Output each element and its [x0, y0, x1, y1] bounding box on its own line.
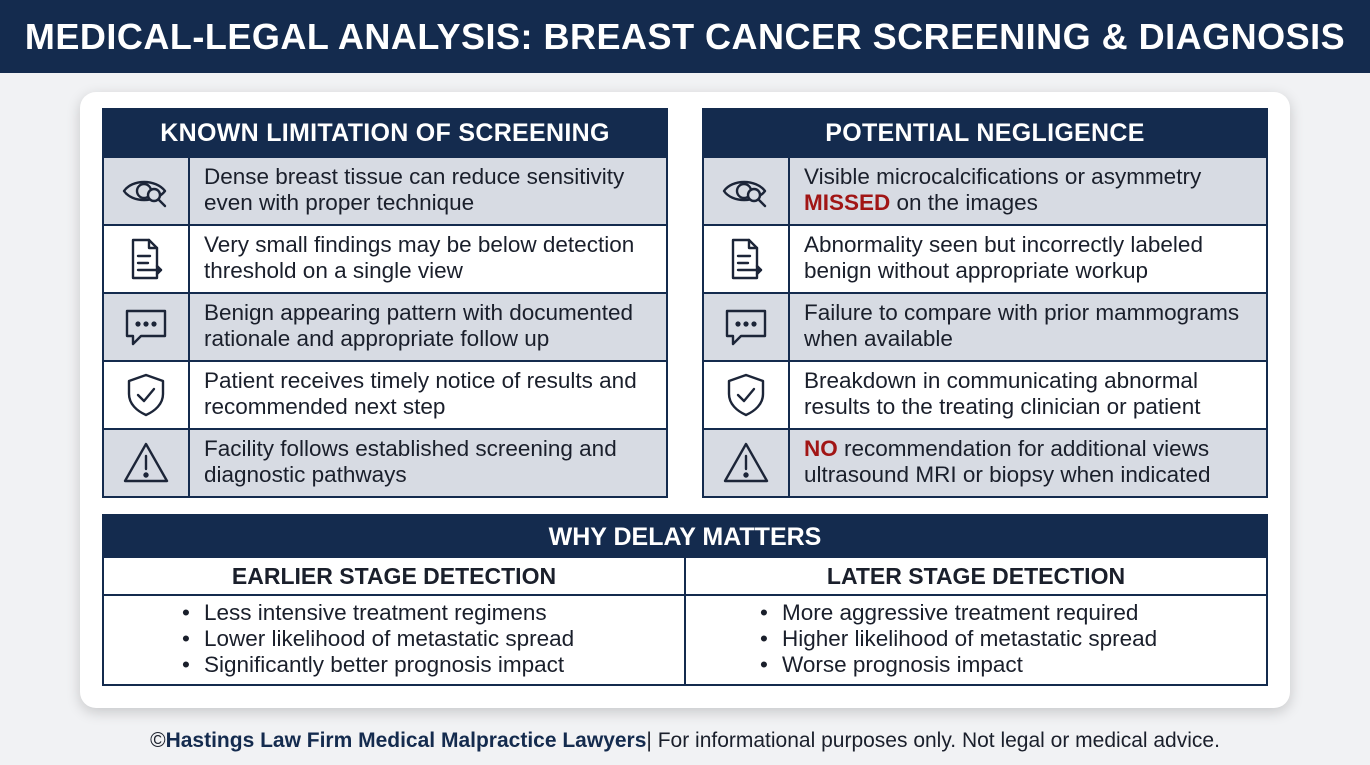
- negligence-text: Visible microcalcifications or asymmetry MISSED on the images: [804, 164, 1202, 215]
- potential-negligence-panel: [702, 108, 1268, 498]
- limitation-row: [104, 224, 666, 292]
- page-title: MEDICAL-LEGAL ANALYSIS: BREAST CANCER SCREENING & DIAGNOSIS: [24, 15, 1346, 57]
- known-limitation-panel: [102, 108, 668, 498]
- chat-bubble-icon: [721, 304, 771, 350]
- shield-check-icon: [721, 372, 771, 418]
- known-limitation-header: KNOWN LIMITATION OF SCREENING: [104, 110, 666, 156]
- list-item: • Higher likelihood of metastatic spread: [760, 626, 1158, 651]
- negligence-text: NO recommendation for additional views ultrasound MRI or biopsy when indicated: [804, 436, 1211, 487]
- limitation-row: [104, 156, 666, 224]
- chat-bubble-icon: [121, 304, 171, 350]
- limitation-row: [104, 292, 666, 360]
- negligence-row: [704, 428, 1266, 496]
- limitation-text: Patient receives timely notice of results and recommended next step: [204, 368, 637, 419]
- list-item: • Worse prognosis impact: [760, 652, 1023, 677]
- document-arrow-icon: [121, 236, 171, 282]
- negligence-row: [704, 292, 1266, 360]
- potential-negligence-header: POTENTIAL NEGLIGENCE: [704, 110, 1266, 156]
- earlier-stage-column: [104, 558, 684, 684]
- limitation-text: Very small findings may be below detection threshold on a single view: [204, 232, 635, 283]
- disclaimer: | For informational purposes only. Not legal or medical advice.: [646, 729, 1220, 752]
- negligence-text: Failure to compare with prior mammograms when available: [804, 300, 1240, 351]
- footer: [0, 726, 1370, 756]
- limitation-text: Benign appearing pattern with documented rationale and appropriate follow up: [204, 300, 634, 351]
- negligence-row: [704, 360, 1266, 428]
- limitation-row: [104, 360, 666, 428]
- firm-name: Hastings Law Firm Medical Malpractice Lawyers: [165, 729, 647, 752]
- list-item: • Lower likelihood of metastatic spread: [182, 626, 575, 651]
- negligence-row: [704, 224, 1266, 292]
- earlier-stage-title: EARLIER STAGE DETECTION: [104, 558, 684, 596]
- warning-triangle-icon: [721, 440, 771, 486]
- eye-search-icon: [121, 168, 171, 214]
- why-delay-header: WHY DELAY MATTERS: [104, 516, 1266, 558]
- limitation-text: Dense breast tissue can reduce sensitivity even with proper technique: [204, 164, 625, 215]
- shield-check-icon: [121, 372, 171, 418]
- warning-triangle-icon: [121, 440, 171, 486]
- title-banner: [0, 0, 1370, 73]
- list-item: • Less intensive treatment regimens: [182, 600, 547, 625]
- list-item: • Significantly better prognosis impact: [182, 652, 565, 677]
- missed-highlight: MISSED: [804, 190, 891, 215]
- why-delay-matters-table: [102, 514, 1268, 686]
- later-stage-column: [684, 558, 1266, 684]
- eye-search-icon: [721, 168, 771, 214]
- no-highlight: NO: [804, 436, 838, 461]
- limitation-text: Facility follows established screening and diagnostic pathways: [204, 436, 617, 487]
- content-card: [80, 92, 1290, 708]
- later-stage-title: LATER STAGE DETECTION: [686, 558, 1266, 596]
- negligence-text: Breakdown in communicating abnormal results to the treating clinician or patient: [804, 368, 1201, 419]
- copyright-symbol: ©: [150, 729, 166, 752]
- limitation-row: [104, 428, 666, 496]
- negligence-row: [704, 156, 1266, 224]
- document-arrow-icon: [721, 236, 771, 282]
- list-item: • More aggressive treatment required: [760, 600, 1139, 625]
- negligence-text: Abnormality seen but incorrectly labeled benign without appropriate workup: [804, 232, 1203, 283]
